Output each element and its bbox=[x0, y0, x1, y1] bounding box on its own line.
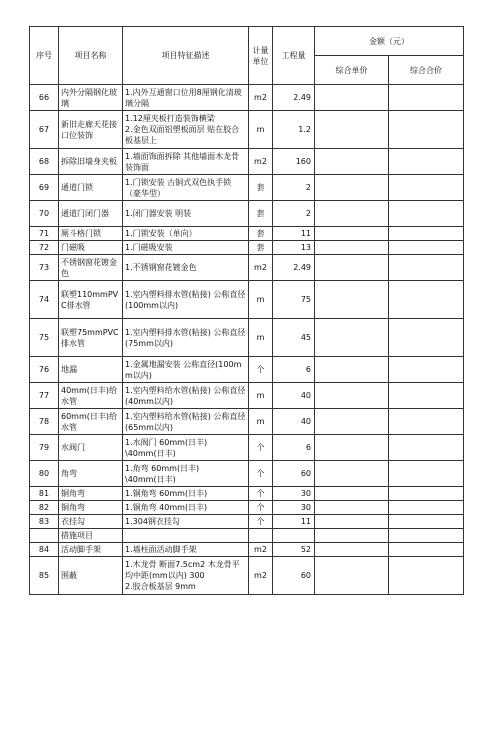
row-unit: m bbox=[249, 111, 273, 149]
row-total-price bbox=[389, 281, 464, 319]
row-qty: 6 bbox=[273, 357, 315, 383]
row-total-price bbox=[389, 461, 464, 487]
row-total-price bbox=[389, 501, 464, 515]
row-desc bbox=[123, 409, 249, 435]
row-seq: 79 bbox=[30, 435, 59, 461]
row-qty: 45 bbox=[273, 319, 315, 357]
row-desc-line: 1.铜角弯 60mm(日丰) bbox=[125, 489, 208, 498]
row-unit-price bbox=[315, 255, 389, 281]
row-total-price bbox=[389, 227, 464, 241]
row-name: 门磁吸 bbox=[59, 241, 123, 255]
row-total-price bbox=[389, 383, 464, 409]
row-name: 联塑75mmPVC排水管 bbox=[59, 319, 123, 357]
row-qty: 60 bbox=[273, 461, 315, 487]
row-name: 60mm(日丰)给水管 bbox=[59, 409, 123, 435]
row-total-price bbox=[389, 241, 464, 255]
table-row bbox=[30, 201, 464, 227]
row-total-price bbox=[389, 435, 464, 461]
row-total-price bbox=[389, 515, 464, 529]
row-qty: 40 bbox=[273, 383, 315, 409]
table-row bbox=[30, 357, 464, 383]
row-desc-line: 1.木龙骨 断面7.5cm2 木龙骨平均中距(mm以内) 300 bbox=[125, 560, 240, 580]
row-unit: 套 bbox=[249, 175, 273, 201]
header-name: 项目名称 bbox=[59, 27, 123, 85]
row-unit: 个 bbox=[249, 487, 273, 501]
row-desc-line: 1.门锁安装 古铜式双色执手锁（豪华型） bbox=[125, 177, 232, 198]
row-desc-line: \40mm(日丰) bbox=[125, 448, 176, 458]
row-desc-line: 2.胶合板基层 9mm bbox=[125, 582, 196, 591]
row-desc bbox=[123, 201, 249, 227]
row-unit-price bbox=[315, 241, 389, 255]
row-seq: 67 bbox=[30, 111, 59, 149]
row-desc-line: 1.水阀门 60mm(日丰) bbox=[125, 437, 208, 447]
row-name: 角弯 bbox=[59, 461, 123, 487]
row-qty: 30 bbox=[273, 501, 315, 515]
row-name: 活动脚手架 bbox=[59, 543, 123, 557]
row-qty: 2.49 bbox=[273, 255, 315, 281]
row-name: 新旧走廊天花接口位装饰 bbox=[59, 111, 123, 149]
row-seq: 77 bbox=[30, 383, 59, 409]
row-desc bbox=[123, 281, 249, 319]
header-unit: 计量单位 bbox=[249, 27, 273, 85]
row-unit-price bbox=[315, 409, 389, 435]
row-unit: 套 bbox=[249, 241, 273, 255]
row-desc bbox=[123, 175, 249, 201]
table-row bbox=[30, 515, 464, 529]
row-total-price bbox=[389, 543, 464, 557]
table-row bbox=[30, 175, 464, 201]
row-qty: 52 bbox=[273, 543, 315, 557]
row-seq: 85 bbox=[30, 557, 59, 595]
row-unit: m2 bbox=[249, 543, 273, 557]
row-qty: 40 bbox=[273, 409, 315, 435]
table-row bbox=[30, 487, 464, 501]
row-seq: 76 bbox=[30, 357, 59, 383]
row-seq: 82 bbox=[30, 501, 59, 515]
row-desc bbox=[123, 383, 249, 409]
row-total-price bbox=[389, 201, 464, 227]
row-name: 通道门锁 bbox=[59, 175, 123, 201]
row-total-price bbox=[389, 175, 464, 201]
table-row bbox=[30, 409, 464, 435]
row-total-price bbox=[389, 85, 464, 111]
row-unit: m2 bbox=[249, 255, 273, 281]
row-unit bbox=[249, 529, 273, 543]
row-seq: 75 bbox=[30, 319, 59, 357]
row-desc-line: 1.墙柱面活动脚手架 bbox=[125, 545, 197, 554]
row-unit-price bbox=[315, 501, 389, 515]
row-name: 拆除旧墙身夹板 bbox=[59, 149, 123, 175]
row-qty bbox=[273, 529, 315, 543]
row-desc-line: 1.室内塑料给水管(粘接) 公称直径(65mm以内) bbox=[125, 411, 246, 432]
row-name: 厕斗格门锁 bbox=[59, 227, 123, 241]
row-unit: m bbox=[249, 383, 273, 409]
row-desc bbox=[123, 529, 249, 543]
row-name: 措施项目 bbox=[59, 529, 123, 543]
row-name: 内外分隔钢化玻璃 bbox=[59, 85, 123, 111]
row-total-price bbox=[389, 149, 464, 175]
row-name: 铜角弯 bbox=[59, 501, 123, 515]
quantities-table bbox=[29, 26, 464, 595]
row-unit: 个 bbox=[249, 501, 273, 515]
row-unit: 套 bbox=[249, 227, 273, 241]
row-unit-price bbox=[315, 529, 389, 543]
row-unit-price bbox=[315, 175, 389, 201]
row-desc bbox=[123, 111, 249, 149]
row-desc-line: 2.金色双面铝塑板面层 贴在胶合板基层上 bbox=[125, 125, 240, 145]
row-desc-line: 1.304钢衣挂勾 bbox=[125, 517, 180, 526]
row-desc-line: 1.闭门器安装 明装 bbox=[125, 209, 192, 218]
row-unit-price bbox=[315, 281, 389, 319]
row-unit: m bbox=[249, 319, 273, 357]
row-seq: 72 bbox=[30, 241, 59, 255]
row-desc-line: 1.内外互通窗口位用8厘钢化清玻璃分隔 bbox=[125, 87, 242, 108]
table-row bbox=[30, 255, 464, 281]
row-qty: 30 bbox=[273, 487, 315, 501]
row-seq: 84 bbox=[30, 543, 59, 557]
header-total-price: 综合合价 bbox=[389, 56, 464, 85]
row-desc bbox=[123, 241, 249, 255]
row-unit-price bbox=[315, 435, 389, 461]
row-desc-line: 1.门锁安装（单向） bbox=[125, 229, 197, 238]
row-name: 衣挂勾 bbox=[59, 515, 123, 529]
row-name: 地漏 bbox=[59, 357, 123, 383]
row-unit: 套 bbox=[249, 201, 273, 227]
row-seq: 78 bbox=[30, 409, 59, 435]
row-unit: 个 bbox=[249, 435, 273, 461]
row-total-price bbox=[389, 409, 464, 435]
row-total-price bbox=[389, 357, 464, 383]
row-unit-price bbox=[315, 515, 389, 529]
row-desc bbox=[123, 501, 249, 515]
table-row bbox=[30, 435, 464, 461]
table-row bbox=[30, 319, 464, 357]
row-seq: 74 bbox=[30, 281, 59, 319]
row-total-price bbox=[389, 487, 464, 501]
row-desc bbox=[123, 487, 249, 501]
row-unit: m2 bbox=[249, 85, 273, 111]
row-desc bbox=[123, 255, 249, 281]
table-row bbox=[30, 149, 464, 175]
row-unit-price bbox=[315, 383, 389, 409]
row-unit: m2 bbox=[249, 557, 273, 595]
row-desc bbox=[123, 461, 249, 487]
row-desc-line: 1.室内塑料给水管(粘接) 公称直径(40mm以内) bbox=[125, 385, 246, 406]
row-unit: m bbox=[249, 281, 273, 319]
row-seq: 70 bbox=[30, 201, 59, 227]
row-desc-line: \40mm(日丰) bbox=[125, 474, 176, 484]
row-desc-line: 1.12厘夹板打造装饰横梁 bbox=[125, 114, 215, 123]
row-unit-price bbox=[315, 149, 389, 175]
row-desc bbox=[123, 515, 249, 529]
row-qty: 60 bbox=[273, 557, 315, 595]
row-name: 不锈钢窗花镀金色 bbox=[59, 255, 123, 281]
row-unit: 个 bbox=[249, 461, 273, 487]
row-name: 水阀门 bbox=[59, 435, 123, 461]
row-unit-price bbox=[315, 85, 389, 111]
row-qty: 11 bbox=[273, 227, 315, 241]
row-qty: 75 bbox=[273, 281, 315, 319]
row-unit: 个 bbox=[249, 357, 273, 383]
row-seq: 81 bbox=[30, 487, 59, 501]
table-row bbox=[30, 383, 464, 409]
row-name: 铜角弯 bbox=[59, 487, 123, 501]
header-seq: 序号 bbox=[30, 27, 59, 85]
bill-of-quantities-sheet bbox=[29, 26, 463, 595]
row-unit: m2 bbox=[249, 149, 273, 175]
row-qty: 2 bbox=[273, 175, 315, 201]
table-row bbox=[30, 111, 464, 149]
row-qty: 2 bbox=[273, 201, 315, 227]
row-name: 联塑110mmPVC排水管 bbox=[59, 281, 123, 319]
table-row bbox=[30, 557, 464, 595]
row-desc-line: 1.金属地漏安装 公称直径(100mm以内) bbox=[125, 359, 242, 380]
row-unit: m bbox=[249, 409, 273, 435]
row-unit-price bbox=[315, 543, 389, 557]
row-desc-line: 1.角弯 60mm(日丰) bbox=[125, 463, 200, 473]
row-seq: 68 bbox=[30, 149, 59, 175]
table-body bbox=[30, 85, 464, 595]
row-desc bbox=[123, 227, 249, 241]
table-row bbox=[30, 281, 464, 319]
row-unit-price bbox=[315, 227, 389, 241]
row-desc bbox=[123, 543, 249, 557]
row-total-price bbox=[389, 529, 464, 543]
row-desc bbox=[123, 319, 249, 357]
row-unit-price bbox=[315, 319, 389, 357]
row-seq: 80 bbox=[30, 461, 59, 487]
row-total-price bbox=[389, 111, 464, 149]
table-row bbox=[30, 529, 464, 543]
table-row bbox=[30, 501, 464, 515]
table-row bbox=[30, 85, 464, 111]
row-seq: 66 bbox=[30, 85, 59, 111]
header-unit-price: 综合单价 bbox=[315, 56, 389, 85]
row-desc bbox=[123, 149, 249, 175]
row-unit-price bbox=[315, 487, 389, 501]
row-qty: 6 bbox=[273, 435, 315, 461]
row-desc-line: 1.室内塑料排水管(粘接) 公称直径(100mm以内) bbox=[125, 289, 246, 310]
row-qty: 13 bbox=[273, 241, 315, 255]
row-desc-line: 1.室内塑料排水管(粘接) 公称直径(75mm以内) bbox=[125, 327, 246, 348]
row-unit: 个 bbox=[249, 515, 273, 529]
row-name: 围蔽 bbox=[59, 557, 123, 595]
row-qty: 2.49 bbox=[273, 85, 315, 111]
table-row bbox=[30, 241, 464, 255]
row-total-price bbox=[389, 319, 464, 357]
row-unit-price bbox=[315, 357, 389, 383]
row-desc-line: 1.墙面饰面拆除 其他墙面木龙骨装饰面 bbox=[125, 151, 240, 172]
table-row bbox=[30, 227, 464, 241]
row-unit-price bbox=[315, 557, 389, 595]
row-qty: 1.2 bbox=[273, 111, 315, 149]
row-desc-line: 1.门磁吸安装 bbox=[125, 243, 173, 252]
row-seq bbox=[30, 529, 59, 543]
row-unit-price bbox=[315, 111, 389, 149]
row-desc-line: 1.铜角弯 40mm(日丰) bbox=[125, 503, 208, 512]
row-desc bbox=[123, 357, 249, 383]
table-row bbox=[30, 461, 464, 487]
row-desc-line: 1.不锈钢窗花镀金色 bbox=[125, 263, 197, 272]
row-desc bbox=[123, 557, 249, 595]
header-amount: 金额（元） bbox=[315, 27, 464, 56]
table-row bbox=[30, 543, 464, 557]
row-seq: 71 bbox=[30, 227, 59, 241]
row-desc bbox=[123, 435, 249, 461]
row-name: 通道门闭门器 bbox=[59, 201, 123, 227]
row-total-price bbox=[389, 557, 464, 595]
row-seq: 73 bbox=[30, 255, 59, 281]
row-qty: 11 bbox=[273, 515, 315, 529]
row-qty: 160 bbox=[273, 149, 315, 175]
row-desc bbox=[123, 85, 249, 111]
row-seq: 69 bbox=[30, 175, 59, 201]
row-unit-price bbox=[315, 461, 389, 487]
row-name: 40mm(日丰)给水管 bbox=[59, 383, 123, 409]
row-unit-price bbox=[315, 201, 389, 227]
row-seq: 83 bbox=[30, 515, 59, 529]
row-total-price bbox=[389, 255, 464, 281]
header-desc: 项目特征描述 bbox=[123, 27, 249, 85]
header-qty: 工程量 bbox=[273, 27, 315, 85]
